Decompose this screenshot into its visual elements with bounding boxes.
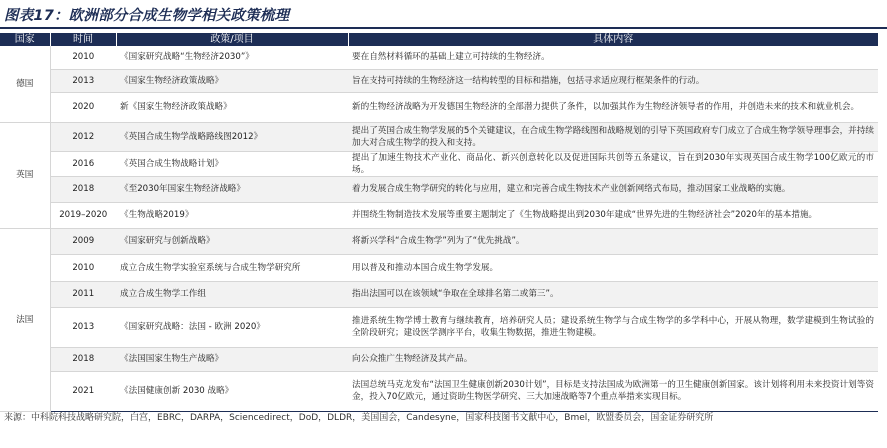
policy-cell: 成立合成生物学工作组 bbox=[116, 281, 348, 307]
content-cell: 法国总统马克龙发布“法国卫生健康创新2030计划”，目标是支持法国成为欧洲第一的卫生健康创新国家。该计划将利用未来投资计划等资金，投入70亿欧元，通过资助生物医学研究、三大加速战略等7个重点举措来实现目标。 bbox=[348, 371, 878, 411]
country-cell: 德国 bbox=[0, 46, 50, 122]
policy-cell: 《生物战略2019》 bbox=[116, 202, 348, 228]
header-content: 具体内容 bbox=[348, 33, 878, 46]
year-cell: 2012 bbox=[50, 122, 116, 151]
table-row bbox=[0, 69, 878, 92]
policy-cell: 《法国健康创新 2030 战略》 bbox=[116, 371, 348, 411]
policy-table bbox=[0, 33, 878, 412]
table-row bbox=[0, 92, 878, 122]
policy-cell: 《至2030年国家生物经济战略》 bbox=[116, 176, 348, 202]
policy-cell: 《英国合成生物战略计划》 bbox=[116, 151, 348, 176]
policy-cell: 《国家研究战略：法国 - 欧洲 2020》 bbox=[116, 307, 348, 347]
policy-cell: 成立合成生物学实验室系统与合成生物学研究所 bbox=[116, 254, 348, 281]
policy-cell: 新《国家生物经济政策战略》 bbox=[116, 92, 348, 122]
content-cell: 用以普及和推动本国合成生物学发展。 bbox=[348, 254, 878, 281]
content-cell: 将新兴学科“合成生物学”列为了“优先挑战”。 bbox=[348, 228, 878, 254]
source-note: 来源：中科院科技战略研究院，白宫，EBRC，DARPA，Sciencedirect，DoD，DLDR，美国国会，Candesyne，国家科技图书文献中心，Bmel，欧盟委员会，国金证券研究所 bbox=[4, 413, 714, 423]
title-divider bbox=[0, 27, 887, 29]
year-cell: 2009 bbox=[50, 228, 116, 254]
year-cell: 2016 bbox=[50, 151, 116, 176]
content-cell: 并围绕生物制造技术发展等重要主题制定了《生物战略提出到2030年建成“世界先进的生物经济社会”2020年的基本措施。 bbox=[348, 202, 878, 228]
table-row bbox=[0, 46, 878, 69]
content-cell: 提出了英国合成生物学发展的5个关键建议，在合成生物学路线图和战略规划的引导下英国政府专门成立了合成生物学领导理事会，并持续加大对合成生物学的投入和支持。 bbox=[348, 122, 878, 151]
year-cell: 2018 bbox=[50, 176, 116, 202]
year-cell: 2013 bbox=[50, 69, 116, 92]
year-cell: 2019–2020 bbox=[50, 202, 116, 228]
header-policy: 政策/项目 bbox=[116, 33, 348, 46]
policy-cell: 《法国国家生物生产战略》 bbox=[116, 347, 348, 371]
policy-cell: 《国家生物经济政策战略》 bbox=[116, 69, 348, 92]
year-cell: 2013 bbox=[50, 307, 116, 347]
header-country: 国家 bbox=[0, 33, 50, 46]
content-cell: 向公众推广生物经济及其产品。 bbox=[348, 347, 878, 371]
year-cell: 2018 bbox=[50, 347, 116, 371]
country-cell: 法国 bbox=[0, 228, 50, 411]
content-cell: 着力发展合成生物学研究的转化与应用，建立和完善合成生物技术产业创新网络式布局，推动国家工业战略的实施。 bbox=[348, 176, 878, 202]
content-cell: 新的生物经济战略为开发德国生物经济的全部潜力提供了条件，以加强其作为生物经济领导者的作用，并创造未来的技术和就业机会。 bbox=[348, 92, 878, 122]
figure-title: 图表17：欧洲部分合成生物学相关政策梳理 bbox=[4, 8, 290, 24]
header-year: 时间 bbox=[50, 33, 116, 46]
table-row bbox=[0, 307, 878, 347]
year-cell: 2020 bbox=[50, 92, 116, 122]
table-row bbox=[0, 122, 878, 151]
table-row bbox=[0, 254, 878, 281]
table-row bbox=[0, 228, 878, 254]
table-row bbox=[0, 347, 878, 371]
policy-cell: 《英国合成生物学战略路线图2012》 bbox=[116, 122, 348, 151]
year-cell: 2011 bbox=[50, 281, 116, 307]
table-header-row bbox=[0, 33, 878, 46]
year-cell: 2010 bbox=[50, 254, 116, 281]
table-row bbox=[0, 202, 878, 228]
year-cell: 2021 bbox=[50, 371, 116, 411]
table-row bbox=[0, 176, 878, 202]
content-cell: 要在自然材料循环的基础上建立可持续的生物经济。 bbox=[348, 46, 878, 69]
content-cell: 提出了加速生物技术产业化、商品化、新兴创意转化以及促进国际共创等五条建议，旨在到2030年实现英国合成生物学100亿欧元的市场。 bbox=[348, 151, 878, 176]
content-cell: 推进系统生物学博士教育与继续教育，培养研究人员；建设系统生物学与合成生物学的多学科中心，开展从物理，数学建模到生物试验的全阶段研究；建设医学测序平台，收集生物数据，推进生物建模。 bbox=[348, 307, 878, 347]
content-cell: 旨在支持可持续的生物经济这一结构转型的目标和措施，包括寻求适应现行框架条件的行动。 bbox=[348, 69, 878, 92]
table-row bbox=[0, 371, 878, 411]
content-cell: 指出法国可以在该领域“争取在全球排名第二或第三”。 bbox=[348, 281, 878, 307]
table-row bbox=[0, 151, 878, 176]
country-cell: 英国 bbox=[0, 122, 50, 228]
policy-cell: 《国家研究战略“生物经济2030”》 bbox=[116, 46, 348, 69]
table-row bbox=[0, 281, 878, 307]
year-cell: 2010 bbox=[50, 46, 116, 69]
policy-cell: 《国家研究与创新战略》 bbox=[116, 228, 348, 254]
